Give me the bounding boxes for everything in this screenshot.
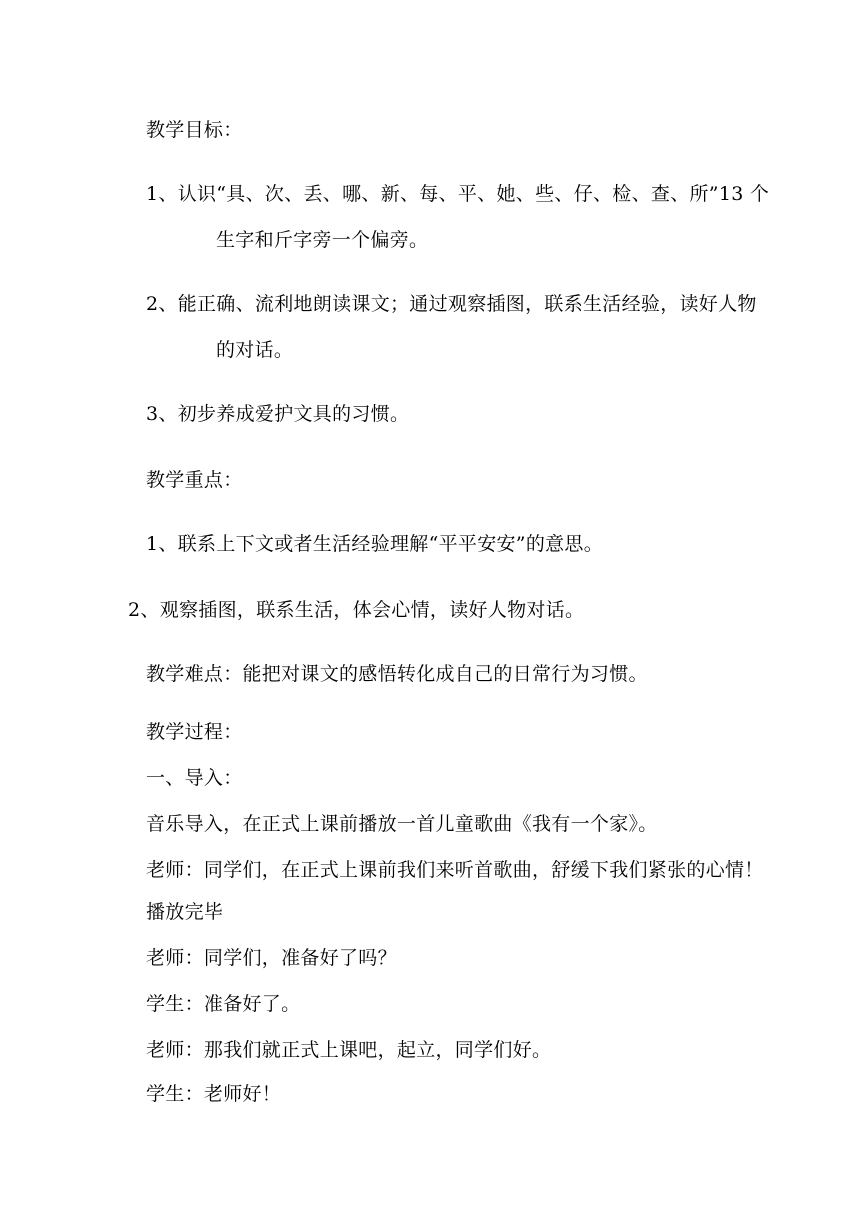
- paragraph-6: 老师：那我们就正式上课吧，起立，同学们好。: [146, 1039, 552, 1061]
- key-point-1: 1、联系上下文或者生活经验理解“平平安安”的意思。: [146, 533, 604, 555]
- paragraph-2: 老师：同学们，在正式上课前我们来听首歌曲，舒缓下我们紧张的心情！: [146, 859, 764, 881]
- paragraph-3: 播放完毕: [146, 901, 224, 923]
- difficulty-line: 教学难点：能把对课文的感悟转化成自己的日常行为习惯。: [146, 663, 648, 685]
- paragraph-7: 学生：老师好！: [146, 1083, 282, 1105]
- objective-2-line-1: 2、能正确、流利地朗读课文；通过观察插图，联系生活经验，读好人物: [146, 293, 757, 315]
- key-point-2: 2、观察插图，联系生活，体会心情，读好人物对话。: [128, 599, 585, 621]
- paragraph-5: 学生：准备好了。: [146, 993, 301, 1015]
- objective-2-line-2: 的对话。: [216, 339, 294, 361]
- key-points-heading: 教学重点：: [146, 469, 243, 491]
- objective-1-line-2: 生字和斤字旁一个偏旁。: [216, 229, 429, 251]
- section-intro: 一、导入：: [146, 767, 243, 789]
- process-heading: 教学过程：: [146, 721, 243, 743]
- objectives-heading: 教学目标：: [146, 119, 243, 141]
- objective-1-line-1: 1、认识“具、次、丢、哪、新、每、平、她、些、仔、检、查、所”13 个: [146, 183, 770, 205]
- paragraph-1: 音乐导入，在正式上课前播放一首儿童歌曲《我有一个家》。: [146, 813, 658, 835]
- objective-3: 3、初步养成爱护文具的习惯。: [146, 403, 410, 425]
- paragraph-4: 老师：同学们，准备好了吗？: [146, 947, 397, 969]
